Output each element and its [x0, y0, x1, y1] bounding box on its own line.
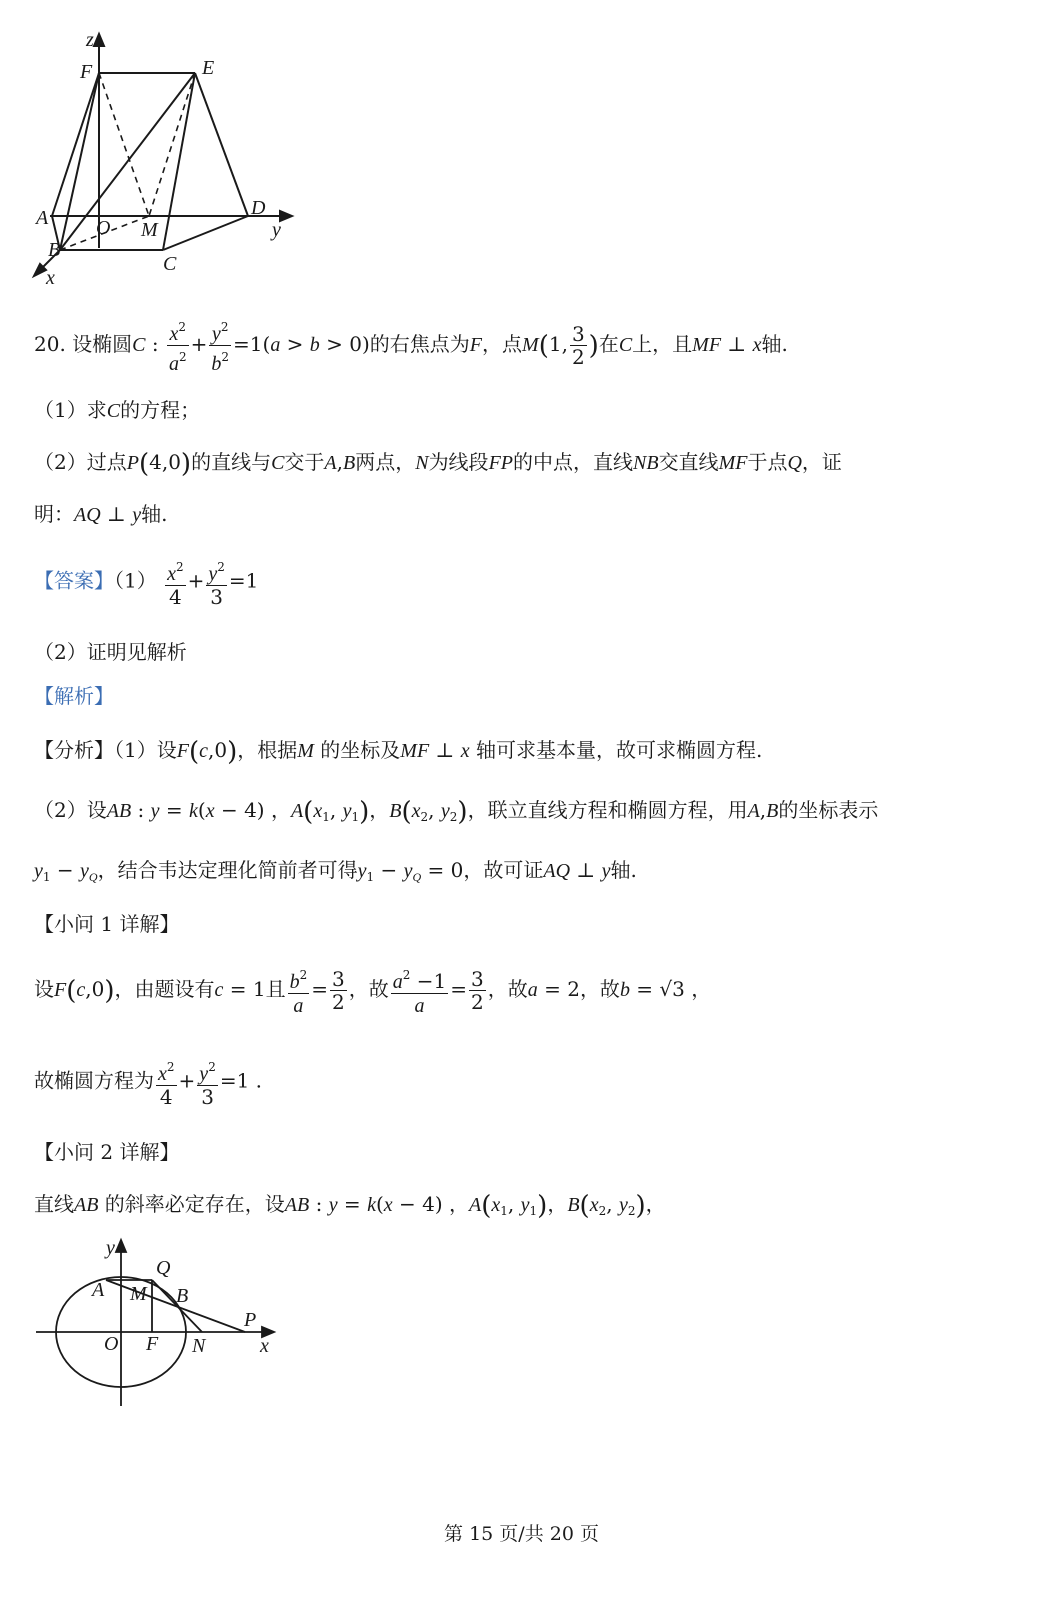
label-C: C — [163, 253, 177, 275]
fenxi-line-3: $y_1 - y_Q$，结合韦达定理化简前者可得$y_1 - y_Q = 0$，故可证AQ ⊥ y轴. — [34, 858, 637, 884]
label-A: A — [36, 207, 49, 229]
fig2-label-A: A — [92, 1279, 105, 1301]
label-z: z — [86, 29, 94, 51]
page-footer: 第 15 页/共 20 页 — [444, 1523, 599, 1545]
problem-statement: 20. 设椭圆C : $\frac{x^2}{a^2}$ + $\frac{y^2}{b^2}$ =1(a > b > 0)的右焦点为F，点M(1, $\frac{3}{2}$ )在C上，且MF ⊥ x轴. — [34, 316, 788, 375]
problem-number: 20. — [34, 332, 66, 356]
fig2-label-B: B — [176, 1285, 189, 1307]
question-2-cont: 明：AQ ⊥ y轴. — [34, 502, 168, 526]
question-2: （2）过点P(4,0)的直线与C交于A,B两点，N为线段FP的中点，直线NB交直线MF于点Q，证 — [34, 449, 842, 479]
answer-line-1: 【答案】（1） $\frac{x^2}{4}$ + $\frac{y^2}{3}$ =1 — [34, 556, 258, 608]
fig2-label-P: P — [244, 1309, 257, 1331]
sub1-tag: 【小问 1 详解】 — [34, 912, 180, 936]
fenxi-line-2: （2）设AB : y = k(x − 4) ，$A(x_1$, $y_1$)，$B(x_2$, $y_2$)，联立直线方程和椭圆方程，用A,B的坐标表示 — [34, 797, 879, 827]
question-1: （1）求C的方程； — [34, 398, 201, 422]
fig2-label-M: M — [130, 1283, 147, 1305]
answer-tag: 【答案】 — [34, 568, 114, 593]
sub2-line-1: 直线AB 的斜率必定存在，设AB : y = k(x − 4) ，$A(x_1$, $y_1$)，$B(x_2$, $y_2$)， — [34, 1191, 666, 1221]
label-B: B — [48, 239, 61, 261]
fig2-label-Q: Q — [156, 1257, 171, 1279]
solid-figure — [30, 28, 300, 288]
label-x: x — [46, 267, 55, 288]
answer-line-2: （2）证明见解析 — [34, 640, 187, 664]
fig2-label-O: O — [104, 1333, 119, 1355]
fenxi-line-1: 【分析】（1）设F(c,0)，根据M 的坐标及MF ⊥ x 轴可求基本量，故可求椭圆方程. — [34, 737, 763, 767]
fig2-label-x: x — [260, 1335, 269, 1357]
label-D: D — [251, 197, 266, 219]
label-E: E — [202, 57, 215, 79]
analysis-tag: 【解析】 — [34, 684, 114, 708]
label-M: M — [141, 219, 158, 241]
label-F: F — [80, 61, 93, 83]
sub1-line-2: 故椭圆方程为 $\frac{x^2}{4}$ + $\frac{y^2}{3}$ =1 . — [34, 1056, 262, 1108]
fig2-label-F: F — [146, 1333, 159, 1355]
sub2-tag: 【小问 2 详解】 — [34, 1140, 180, 1164]
fig2-label-N: N — [192, 1335, 206, 1357]
ellipse-figure — [30, 1234, 290, 1414]
label-O: O — [96, 217, 111, 239]
fig2-label-y: y — [106, 1237, 115, 1259]
sub1-line-1: 设F(c,0)，由题设有c = 1且 $\frac{b^2}{a}$ = $\frac{3}{2}$ ，故 $\frac{a^2 -1}{a}$ = $\frac{3}{2}$ ，故a = 2，故b = √3 ， — [34, 964, 711, 1017]
label-y: y — [272, 219, 281, 241]
